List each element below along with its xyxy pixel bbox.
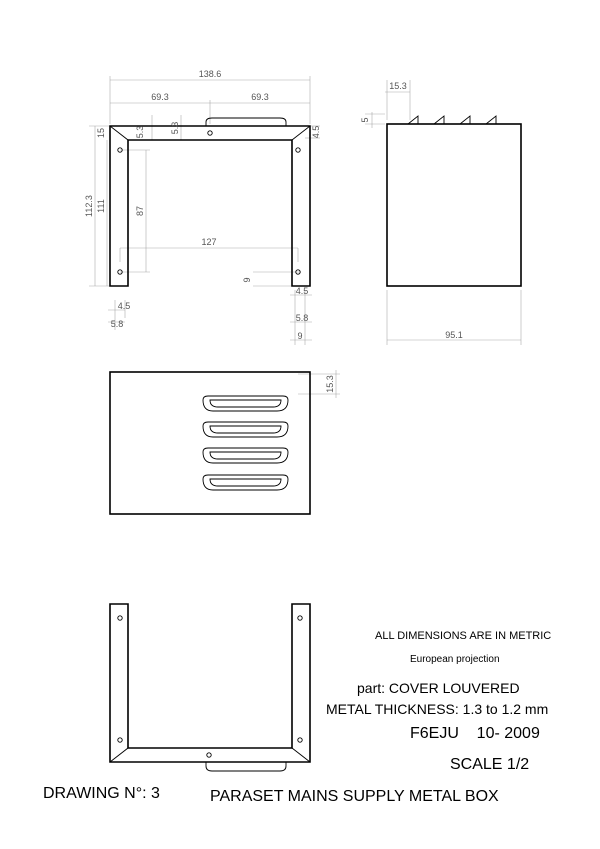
scale: SCALE 1/2 bbox=[450, 756, 530, 773]
louvered-panel-outline bbox=[110, 372, 310, 514]
dim-right-offset-b: 5.8 bbox=[295, 313, 309, 323]
dim-half-width-left: 69.3 bbox=[151, 92, 169, 102]
side-view-outline bbox=[387, 116, 521, 286]
dim-right-flange: 4.5 bbox=[311, 125, 321, 139]
bottom-view-outline bbox=[110, 604, 310, 762]
dim-inner-height: 111 bbox=[96, 199, 106, 213]
dim-depth: 95.1 bbox=[445, 330, 463, 340]
dim-hole-spacing-vertical: 87 bbox=[135, 205, 145, 217]
dim-right-offset-a: 4.5 bbox=[295, 286, 309, 296]
front-view bbox=[84, 69, 321, 345]
dim-right-offset-c: 9 bbox=[297, 331, 303, 341]
bottom-view-tab bbox=[206, 762, 286, 771]
side-view bbox=[360, 80, 521, 345]
dim-flange-a: 5.3 bbox=[135, 125, 145, 139]
dim-hole-spacing-horizontal: 127 bbox=[201, 237, 217, 247]
dimensions-note: ALL DIMENSIONS ARE IN METRIC bbox=[375, 630, 552, 642]
dim-overall-width: 138.6 bbox=[198, 69, 222, 79]
side-view-dimension-lines bbox=[365, 80, 521, 345]
bottom-view-holes bbox=[118, 616, 302, 757]
drawing-number: DRAWING N°: 3 bbox=[43, 785, 160, 802]
dim-half-width-right: 69.3 bbox=[251, 92, 269, 102]
front-view-holes bbox=[118, 131, 300, 274]
drawing-title: PARASET MAINS SUPPLY METAL BOX bbox=[210, 788, 499, 805]
dim-louver-pitch-front: 15.3 bbox=[325, 375, 335, 393]
dim-louver-height: 5 bbox=[360, 117, 370, 123]
author-date: F6EJU 10- 2009 bbox=[410, 725, 540, 742]
front-view-outline bbox=[110, 118, 310, 286]
dim-left-offset-b: 5.8 bbox=[110, 319, 124, 329]
dim-flange-b: 5.3 bbox=[170, 121, 180, 135]
metal-thickness: METAL THICKNESS: 1.3 to 1.2 mm bbox=[326, 701, 549, 717]
dim-left-offset-a: 4.5 bbox=[117, 301, 131, 311]
dim-outer-height: 112.3 bbox=[84, 195, 94, 217]
dim-hole-edge: 9 bbox=[242, 277, 252, 283]
dim-top-offset: 15 bbox=[96, 127, 106, 139]
plan-view bbox=[110, 370, 340, 514]
dim-louver-pitch: 15.3 bbox=[389, 81, 407, 91]
part-name: part: COVER LOUVERED bbox=[357, 680, 520, 696]
projection-note: European projection bbox=[410, 654, 500, 665]
louvers bbox=[203, 396, 288, 490]
bottom-view bbox=[110, 604, 310, 771]
